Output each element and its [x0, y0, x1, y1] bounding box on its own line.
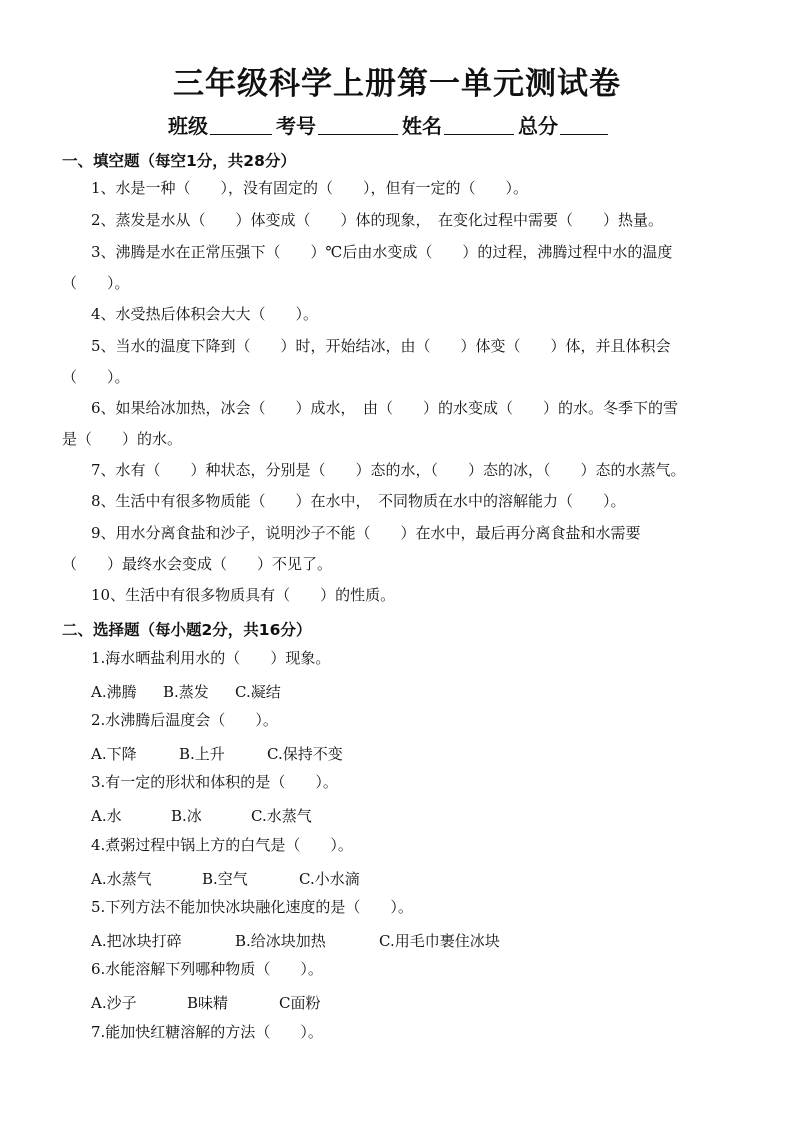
exam-no-blank[interactable]	[318, 114, 398, 135]
choice-question-6: 6.水能溶解下列哪种物质（ ）。	[91, 960, 323, 978]
question-6-cont: 是（ ）的水。	[62, 430, 183, 448]
question-9: 9、用水分离食盐和沙子，说明沙子不能（ ）在水中，最后再分离食盐和水需要	[91, 524, 641, 542]
exam-no-label: 考号	[276, 114, 316, 138]
question-4: 4、水受热后体积会大大（ ）。	[91, 305, 319, 323]
question-5-cont: （ ）。	[62, 368, 130, 386]
option-a[interactable]: A.沙子	[91, 994, 137, 1012]
page-title: 三年级科学上册第一单元测试卷	[173, 66, 621, 102]
question-7: 7、水有（ ）种状态，分别是（ ）态的水，（ ）态的冰，（ ）态的水蒸气。	[91, 461, 686, 479]
choice-question-5: 5.下列方法不能加快冰块融化速度的是（ ）。	[91, 898, 413, 916]
total-blank[interactable]	[560, 114, 608, 135]
class-label: 班级	[168, 114, 208, 138]
option-b[interactable]: B.上升	[179, 745, 225, 763]
option-a[interactable]: A.沸腾	[91, 683, 137, 701]
option-b[interactable]: B.蒸发	[163, 683, 209, 701]
question-9-cont: （ ）最终水会变成（ ）不见了。	[62, 555, 333, 573]
option-a[interactable]: A.下降	[91, 745, 137, 763]
choice-question-3: 3.有一定的形状和体积的是（ ）。	[91, 773, 338, 791]
choice-question-1: 1.海水晒盐利用水的（ ）现象。	[91, 649, 331, 667]
total-label: 总分	[518, 114, 558, 138]
option-b[interactable]: B味精	[187, 994, 229, 1012]
question-10: 10、生活中有很多物质具有（ ）的性质。	[91, 586, 396, 604]
question-5: 5、当水的温度下降到（ ）时，开始结冰，由（ ）体变（ ）体，并且体积会	[91, 337, 671, 355]
question-1: 1、水是一种（ ），没有固定的（ ），但有一定的（ ）。	[91, 179, 529, 197]
option-c[interactable]: C.小水滴	[299, 870, 360, 888]
option-c[interactable]: C.保持不变	[267, 745, 343, 763]
student-info-line	[168, 110, 688, 139]
option-b[interactable]: B.给冰块加热	[235, 932, 326, 950]
option-c[interactable]: C.水蒸气	[251, 807, 312, 825]
question-8: 8、生活中有很多物质能（ ）在水中， 不同物质在水中的溶解能力（ ）。	[91, 492, 626, 510]
name-label: 姓名	[402, 114, 442, 138]
option-c[interactable]: C.用毛巾裹住冰块	[379, 932, 500, 950]
option-b[interactable]: B.空气	[202, 870, 248, 888]
class-blank[interactable]	[210, 114, 272, 135]
choice-question-2: 2.水沸腾后温度会（ ）。	[91, 711, 278, 729]
option-b[interactable]: B.冰	[171, 807, 202, 825]
name-blank[interactable]	[444, 114, 514, 135]
question-6: 6、如果给冰加热，冰会（ ）成水， 由（ ）的水变成（ ）的水。冬季下的雪	[91, 399, 679, 417]
choice-question-7: 7.能加快红糖溶解的方法（ ）。	[91, 1023, 323, 1041]
question-2: 2、蒸发是水从（ ）体变成（ ）体的现象， 在变化过程中需要（ ）热量。	[91, 211, 664, 229]
section-heading-fill-blank: 一、填空题（每空1分，共28分）	[62, 152, 296, 170]
option-a[interactable]: A.水蒸气	[91, 870, 152, 888]
choice-question-4: 4.煮粥过程中锅上方的白气是（ ）。	[91, 836, 353, 854]
question-3-cont: （ ）。	[62, 274, 130, 292]
option-c[interactable]: C.凝结	[235, 683, 281, 701]
question-3: 3、沸腾是水在正常压强下（ ）℃后由水变成（ ）的过程，沸腾过程中水的温度	[91, 243, 673, 261]
option-a[interactable]: A.把冰块打碎	[91, 932, 182, 950]
section-heading-choice: 二、选择题（每小题2分，共16分）	[62, 621, 312, 639]
option-a[interactable]: A.水	[91, 807, 122, 825]
option-c[interactable]: C面粉	[279, 994, 321, 1012]
